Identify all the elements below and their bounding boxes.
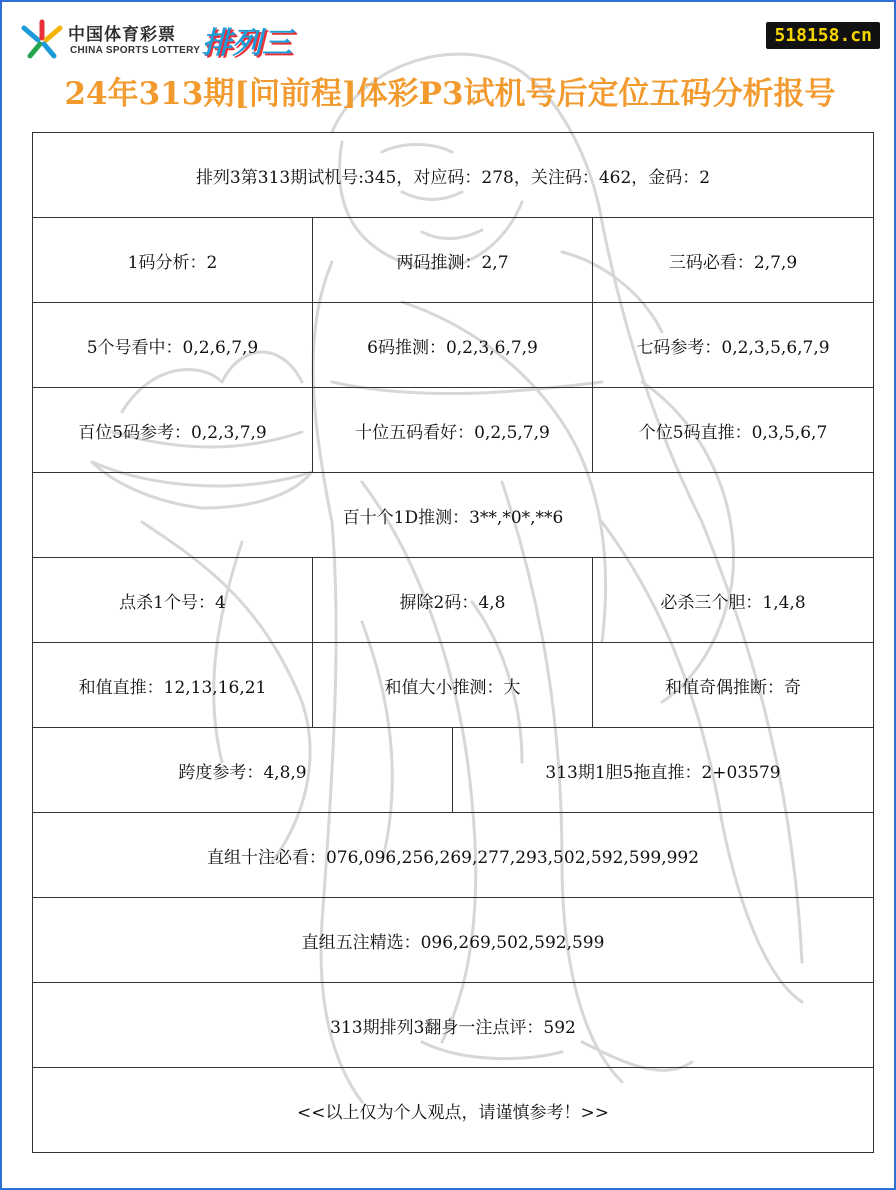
sum-values-cell: 和值直推：12,13,16,21 xyxy=(33,643,313,728)
one-code-cell: 1码分析：2 xyxy=(33,218,313,303)
kill-one-cell: 点杀1个号：4 xyxy=(33,558,313,643)
page-title: 24年313期[问前程]体彩P3试机号后定位五码分析报号 xyxy=(64,76,836,112)
exclude-two-cell: 摒除2码：4,8 xyxy=(313,558,593,643)
ten-bets-cell: 直组十注必看：076,096,256,269,277,293,502,592,599,992 xyxy=(33,813,874,898)
table-row xyxy=(33,133,874,218)
table-row xyxy=(33,813,874,898)
disclaimer-cell: <<以上仅为个人观点，请谨慎参考！>> xyxy=(33,1068,874,1153)
kill-three-cell: 必杀三个胆：1,4,8 xyxy=(593,558,874,643)
table-row xyxy=(33,1068,874,1153)
game-name-logo: 排列三 xyxy=(202,26,292,61)
sum-parity-cell: 和值奇偶推断：奇 xyxy=(593,643,874,728)
single-bet-cell: 313期排列3翻身一注点评：592 xyxy=(33,983,874,1068)
table-row xyxy=(33,218,874,303)
header xyxy=(2,2,896,132)
brand-name-cn: 中国体育彩票 xyxy=(68,25,176,45)
hundreds-five-code-cell: 百位5码参考：0,2,3,7,9 xyxy=(33,388,313,473)
table-row xyxy=(33,643,874,728)
table-row xyxy=(33,473,874,558)
trial-number-cell: 排列3第313期试机号:345，对应码：278，关注码：462，金码：2 xyxy=(33,133,874,218)
three-code-cell: 三码必看：2,7,9 xyxy=(593,218,874,303)
six-code-cell: 6码推测：0,2,3,6,7,9 xyxy=(313,303,593,388)
table-row xyxy=(33,983,874,1068)
table-row xyxy=(33,303,874,388)
five-number-cell: 5个号看中：0,2,6,7,9 xyxy=(33,303,313,388)
table-row xyxy=(33,558,874,643)
tens-five-code-cell: 十位五码看好：0,2,5,7,9 xyxy=(313,388,593,473)
sum-size-cell: 和值大小推测：大 xyxy=(313,643,593,728)
two-code-cell: 两码推测：2,7 xyxy=(313,218,593,303)
span-cell: 跨度参考：4,8,9 xyxy=(33,728,453,813)
units-five-code-cell: 个位5码直推：0,3,5,6,7 xyxy=(593,388,874,473)
table-row xyxy=(33,728,874,813)
brand-name-en: CHINA SPORTS LOTTERY xyxy=(70,45,201,56)
table-row xyxy=(33,898,874,983)
five-bets-cell: 直组五注精选：096,269,502,592,599 xyxy=(33,898,874,983)
analysis-table xyxy=(32,132,874,1153)
site-badge: 518158.cn xyxy=(766,22,880,49)
one-plus-five-cell: 313期1胆5拖直推：2+03579 xyxy=(453,728,874,813)
china-sports-lottery-logo xyxy=(20,18,330,66)
seven-code-cell: 七码参考：0,2,3,5,6,7,9 xyxy=(593,303,874,388)
table-row xyxy=(33,388,874,473)
lottery-star-logo-icon xyxy=(20,18,64,62)
position-1d-cell: 百十个1D推测：3**,*0*,**6 xyxy=(33,473,874,558)
